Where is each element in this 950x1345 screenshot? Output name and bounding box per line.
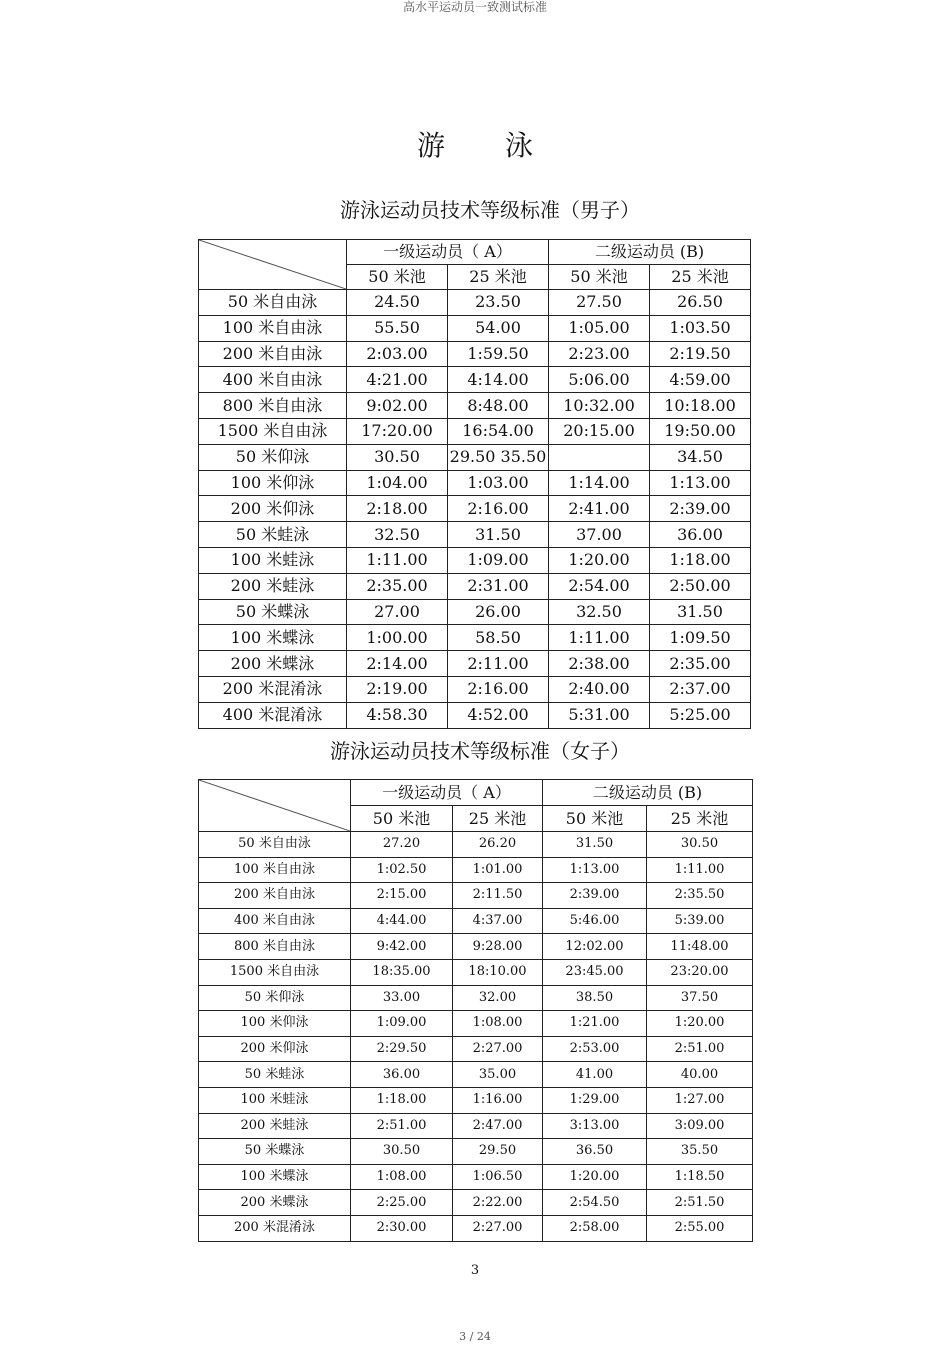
time-standard-cell: 35.00 bbox=[453, 1062, 543, 1088]
table-row bbox=[199, 418, 751, 444]
time-standard-cell: 1:08.00 bbox=[351, 1164, 453, 1190]
table-row bbox=[199, 676, 751, 702]
time-standard-cell: 37.50 bbox=[647, 985, 753, 1011]
time-standard-cell: 9:28.00 bbox=[453, 934, 543, 960]
event-name-cell: 200 米蛙泳 bbox=[199, 573, 347, 599]
time-standard-cell: 1:18.00 bbox=[351, 1087, 453, 1113]
time-standard-cell: 4:37.00 bbox=[453, 908, 543, 934]
time-standard-cell: 29.50 bbox=[453, 1139, 543, 1165]
time-standard-cell: 5:25.00 bbox=[650, 702, 751, 728]
time-standard-cell: 2:27.00 bbox=[453, 1036, 543, 1062]
table-row bbox=[199, 290, 751, 316]
men-group-b-header: 二级运动员 (B) bbox=[549, 240, 751, 265]
table-row bbox=[199, 908, 753, 934]
time-standard-cell: 1:59.50 bbox=[448, 341, 549, 367]
time-standard-cell: 31.50 bbox=[543, 832, 647, 858]
table-row bbox=[199, 1011, 753, 1037]
table-row bbox=[199, 496, 751, 522]
time-standard-cell: 1:08.00 bbox=[453, 1011, 543, 1037]
time-standard-cell: 31.50 bbox=[650, 599, 751, 625]
event-name-cell: 100 米自由泳 bbox=[199, 315, 347, 341]
table-row bbox=[199, 341, 751, 367]
table-row bbox=[199, 1062, 753, 1088]
men-col-header: 50 米池 bbox=[549, 265, 650, 290]
time-standard-cell: 2:55.00 bbox=[647, 1215, 753, 1241]
time-standard-cell: 4:21.00 bbox=[347, 367, 448, 393]
women-group-a-header: 一级运动员（ A） bbox=[351, 780, 543, 806]
time-standard-cell: 12:02.00 bbox=[543, 934, 647, 960]
event-name-cell: 200 米自由泳 bbox=[199, 341, 347, 367]
time-standard-cell: 3:13.00 bbox=[543, 1113, 647, 1139]
women-header-row-groups bbox=[199, 780, 753, 806]
time-standard-cell: 1:18.00 bbox=[650, 547, 751, 573]
event-name-cell: 200 米蝶泳 bbox=[199, 1190, 351, 1216]
time-standard-cell: 1:06.50 bbox=[453, 1164, 543, 1190]
time-standard-cell: 2:19.50 bbox=[650, 341, 751, 367]
table-row bbox=[199, 1190, 753, 1216]
time-standard-cell: 2:03.00 bbox=[347, 341, 448, 367]
time-standard-cell: 2:58.00 bbox=[543, 1215, 647, 1241]
time-standard-cell: 58.50 bbox=[448, 625, 549, 651]
event-name-cell: 50 米仰泳 bbox=[199, 444, 347, 470]
time-standard-cell: 4:59.00 bbox=[650, 367, 751, 393]
event-name-cell: 100 米蛙泳 bbox=[199, 1087, 351, 1113]
women-standards-table bbox=[198, 779, 753, 1242]
time-standard-cell: 41.00 bbox=[543, 1062, 647, 1088]
time-standard-cell: 1:14.00 bbox=[549, 470, 650, 496]
page-title-part1: 游 bbox=[416, 129, 445, 162]
event-name-cell: 100 米仰泳 bbox=[199, 1011, 351, 1037]
time-standard-cell: 1:11.00 bbox=[549, 625, 650, 651]
time-standard-cell: 2:50.00 bbox=[650, 573, 751, 599]
table-row bbox=[199, 599, 751, 625]
time-standard-cell: 36.00 bbox=[351, 1062, 453, 1088]
time-standard-cell: 1:03.50 bbox=[650, 315, 751, 341]
time-standard-cell: 2:51.00 bbox=[647, 1036, 753, 1062]
time-standard-cell: 55.50 bbox=[347, 315, 448, 341]
time-standard-cell: 17:20.00 bbox=[347, 418, 448, 444]
event-name-cell: 200 米自由泳 bbox=[199, 883, 351, 909]
time-standard-cell: 5:06.00 bbox=[549, 367, 650, 393]
time-standard-cell: 30.50 bbox=[347, 444, 448, 470]
event-name-cell: 200 米仰泳 bbox=[199, 496, 347, 522]
page-number: 3 bbox=[470, 1263, 480, 1278]
table-row bbox=[199, 1139, 753, 1165]
table-row bbox=[199, 1164, 753, 1190]
time-standard-cell: 1:13.00 bbox=[650, 470, 751, 496]
table-row bbox=[199, 1215, 753, 1241]
time-standard-cell: 8:48.00 bbox=[448, 393, 549, 419]
time-standard-cell: 2:38.00 bbox=[549, 651, 650, 677]
time-standard-cell: 32.00 bbox=[453, 985, 543, 1011]
time-standard-cell: 4:14.00 bbox=[448, 367, 549, 393]
event-name-cell: 800 米自由泳 bbox=[199, 393, 347, 419]
men-header-row-groups bbox=[199, 240, 751, 265]
time-standard-cell: 2:14.00 bbox=[347, 651, 448, 677]
table-row bbox=[199, 651, 751, 677]
time-standard-cell: 23:20.00 bbox=[647, 959, 753, 985]
time-standard-cell: 1:13.00 bbox=[543, 857, 647, 883]
women-col-header: 50 米池 bbox=[543, 806, 647, 832]
table-row bbox=[199, 934, 753, 960]
time-standard-cell: 27.20 bbox=[351, 832, 453, 858]
time-standard-cell: 5:39.00 bbox=[647, 908, 753, 934]
time-standard-cell: 1:11.00 bbox=[347, 547, 448, 573]
event-name-cell: 50 米蛙泳 bbox=[199, 1062, 351, 1088]
time-standard-cell: 2:11.00 bbox=[448, 651, 549, 677]
time-standard-cell: 1:21.00 bbox=[543, 1011, 647, 1037]
time-standard-cell: 1:09.00 bbox=[448, 547, 549, 573]
table-row bbox=[199, 444, 751, 470]
time-standard-cell: 1:01.00 bbox=[453, 857, 543, 883]
event-name-cell: 100 米蝶泳 bbox=[199, 625, 347, 651]
time-standard-cell: 2:35.00 bbox=[347, 573, 448, 599]
event-name-cell: 800 米自由泳 bbox=[199, 934, 351, 960]
time-standard-cell: 1:09.00 bbox=[351, 1011, 453, 1037]
page-title-part2: 泳 bbox=[505, 129, 534, 162]
event-name-cell: 400 米自由泳 bbox=[199, 908, 351, 934]
women-col-header: 25 米池 bbox=[453, 806, 543, 832]
time-standard-cell: 2:51.50 bbox=[647, 1190, 753, 1216]
event-name-cell: 200 米混淆泳 bbox=[199, 1215, 351, 1241]
time-standard-cell: 2:35.00 bbox=[650, 651, 751, 677]
table-row bbox=[199, 573, 751, 599]
time-standard-cell: 1:09.50 bbox=[650, 625, 751, 651]
table-row bbox=[199, 470, 751, 496]
table-row bbox=[199, 625, 751, 651]
time-standard-cell: 29.50 35.50 bbox=[448, 444, 549, 470]
time-standard-cell: 5:46.00 bbox=[543, 908, 647, 934]
time-standard-cell: 10:18.00 bbox=[650, 393, 751, 419]
time-standard-cell: 2:31.00 bbox=[448, 573, 549, 599]
event-name-cell: 50 米蝶泳 bbox=[199, 599, 347, 625]
time-standard-cell: 38.50 bbox=[543, 985, 647, 1011]
page-title bbox=[0, 124, 950, 164]
event-name-cell: 100 米自由泳 bbox=[199, 857, 351, 883]
event-name-cell: 100 米蛙泳 bbox=[199, 547, 347, 573]
time-standard-cell: 26.00 bbox=[448, 599, 549, 625]
time-standard-cell: 9:02.00 bbox=[347, 393, 448, 419]
time-standard-cell: 5:31.00 bbox=[549, 702, 650, 728]
time-standard-cell: 1:03.00 bbox=[448, 470, 549, 496]
event-name-cell: 400 米自由泳 bbox=[199, 367, 347, 393]
time-standard-cell: 2:11.50 bbox=[453, 883, 543, 909]
women-col-header: 50 米池 bbox=[351, 806, 453, 832]
time-standard-cell: 2:22.00 bbox=[453, 1190, 543, 1216]
men-col-header: 25 米池 bbox=[448, 265, 549, 290]
table-row bbox=[199, 367, 751, 393]
event-name-cell: 50 米蝶泳 bbox=[199, 1139, 351, 1165]
event-name-cell: 200 米蛙泳 bbox=[199, 1113, 351, 1139]
page-footer: 3 / 24 bbox=[459, 1330, 491, 1343]
table-row bbox=[199, 1087, 753, 1113]
time-standard-cell: 2:39.00 bbox=[650, 496, 751, 522]
time-standard-cell: 2:40.00 bbox=[549, 676, 650, 702]
time-standard-cell: 34.50 bbox=[650, 444, 751, 470]
event-name-cell: 1500 米自由泳 bbox=[199, 418, 347, 444]
event-name-cell: 50 米自由泳 bbox=[199, 832, 351, 858]
time-standard-cell: 9:42.00 bbox=[351, 934, 453, 960]
time-standard-cell: 26.50 bbox=[650, 290, 751, 316]
time-standard-cell: 30.50 bbox=[351, 1139, 453, 1165]
table-row bbox=[199, 522, 751, 548]
event-name-cell: 400 米混淆泳 bbox=[199, 702, 347, 728]
event-name-cell: 200 米混淆泳 bbox=[199, 676, 347, 702]
time-standard-cell: 4:52.00 bbox=[448, 702, 549, 728]
event-name-cell: 1500 米自由泳 bbox=[199, 959, 351, 985]
time-standard-cell: 2:18.00 bbox=[347, 496, 448, 522]
women-col-header: 25 米池 bbox=[647, 806, 753, 832]
time-standard-cell: 1:11.00 bbox=[647, 857, 753, 883]
time-standard-cell: 2:51.00 bbox=[351, 1113, 453, 1139]
time-standard-cell: 2:29.50 bbox=[351, 1036, 453, 1062]
time-standard-cell: 2:30.00 bbox=[351, 1215, 453, 1241]
time-standard-cell: 1:02.50 bbox=[351, 857, 453, 883]
table-row bbox=[199, 1113, 753, 1139]
time-standard-cell bbox=[549, 444, 650, 470]
time-standard-cell: 19:50.00 bbox=[650, 418, 751, 444]
time-standard-cell: 18:35.00 bbox=[351, 959, 453, 985]
event-name-cell: 50 米自由泳 bbox=[199, 290, 347, 316]
men-group-a-header: 一级运动员（ A） bbox=[347, 240, 549, 265]
time-standard-cell: 2:16.00 bbox=[448, 496, 549, 522]
diagonal-line-icon bbox=[199, 240, 346, 289]
table-row bbox=[199, 547, 751, 573]
event-name-cell: 50 米仰泳 bbox=[199, 985, 351, 1011]
event-name-cell: 100 米仰泳 bbox=[199, 470, 347, 496]
time-standard-cell: 2:53.00 bbox=[543, 1036, 647, 1062]
time-standard-cell: 1:18.50 bbox=[647, 1164, 753, 1190]
time-standard-cell: 37.00 bbox=[549, 522, 650, 548]
time-standard-cell: 23.50 bbox=[448, 290, 549, 316]
time-standard-cell: 27.50 bbox=[549, 290, 650, 316]
event-name-cell: 50 米蛙泳 bbox=[199, 522, 347, 548]
time-standard-cell: 24.50 bbox=[347, 290, 448, 316]
time-standard-cell: 33.00 bbox=[351, 985, 453, 1011]
men-col-header: 25 米池 bbox=[650, 265, 751, 290]
time-standard-cell: 36.00 bbox=[650, 522, 751, 548]
time-standard-cell: 1:16.00 bbox=[453, 1087, 543, 1113]
time-standard-cell: 1:20.00 bbox=[549, 547, 650, 573]
time-standard-cell: 2:23.00 bbox=[549, 341, 650, 367]
table-row bbox=[199, 702, 751, 728]
time-standard-cell: 2:19.00 bbox=[347, 676, 448, 702]
diagonal-line-icon bbox=[199, 780, 350, 831]
table-row bbox=[199, 857, 753, 883]
time-standard-cell: 23:45.00 bbox=[543, 959, 647, 985]
event-name-cell: 200 米蝶泳 bbox=[199, 651, 347, 677]
table-row bbox=[199, 393, 751, 419]
time-standard-cell: 2:25.00 bbox=[351, 1190, 453, 1216]
men-col-header: 50 米池 bbox=[347, 265, 448, 290]
men-table-caption: 游泳运动员技术等级标准（男子） bbox=[340, 198, 640, 222]
time-standard-cell: 4:58.30 bbox=[347, 702, 448, 728]
table-row bbox=[199, 883, 753, 909]
event-name-cell: 100 米蝶泳 bbox=[199, 1164, 351, 1190]
women-diagonal-corner-cell bbox=[199, 780, 351, 832]
time-standard-cell: 2:37.00 bbox=[650, 676, 751, 702]
table-row bbox=[199, 1036, 753, 1062]
time-standard-cell: 1:05.00 bbox=[549, 315, 650, 341]
time-standard-cell: 2:16.00 bbox=[448, 676, 549, 702]
time-standard-cell: 1:04.00 bbox=[347, 470, 448, 496]
time-standard-cell: 2:41.00 bbox=[549, 496, 650, 522]
time-standard-cell: 1:27.00 bbox=[647, 1087, 753, 1113]
men-standards-table bbox=[198, 239, 751, 729]
men-diagonal-corner-cell bbox=[199, 240, 347, 290]
time-standard-cell: 36.50 bbox=[543, 1139, 647, 1165]
time-standard-cell: 54.00 bbox=[448, 315, 549, 341]
time-standard-cell: 20:15.00 bbox=[549, 418, 650, 444]
time-standard-cell: 40.00 bbox=[647, 1062, 753, 1088]
table-row bbox=[199, 315, 751, 341]
time-standard-cell: 18:10.00 bbox=[453, 959, 543, 985]
time-standard-cell: 1:20.00 bbox=[647, 1011, 753, 1037]
women-group-b-header: 二级运动员 (B) bbox=[543, 780, 753, 806]
time-standard-cell: 2:27.00 bbox=[453, 1215, 543, 1241]
time-standard-cell: 2:39.00 bbox=[543, 883, 647, 909]
time-standard-cell: 32.50 bbox=[549, 599, 650, 625]
time-standard-cell: 10:32.00 bbox=[549, 393, 650, 419]
time-standard-cell: 2:47.00 bbox=[453, 1113, 543, 1139]
time-standard-cell: 11:48.00 bbox=[647, 934, 753, 960]
time-standard-cell: 35.50 bbox=[647, 1139, 753, 1165]
time-standard-cell: 31.50 bbox=[448, 522, 549, 548]
time-standard-cell: 27.00 bbox=[347, 599, 448, 625]
time-standard-cell: 4:44.00 bbox=[351, 908, 453, 934]
time-standard-cell: 32.50 bbox=[347, 522, 448, 548]
time-standard-cell: 16:54.00 bbox=[448, 418, 549, 444]
time-standard-cell: 30.50 bbox=[647, 832, 753, 858]
table-row bbox=[199, 959, 753, 985]
time-standard-cell: 1:29.00 bbox=[543, 1087, 647, 1113]
event-name-cell: 200 米仰泳 bbox=[199, 1036, 351, 1062]
time-standard-cell: 2:54.00 bbox=[549, 573, 650, 599]
time-standard-cell: 1:20.00 bbox=[543, 1164, 647, 1190]
time-standard-cell: 2:54.50 bbox=[543, 1190, 647, 1216]
time-standard-cell: 26.20 bbox=[453, 832, 543, 858]
time-standard-cell: 2:15.00 bbox=[351, 883, 453, 909]
time-standard-cell: 3:09.00 bbox=[647, 1113, 753, 1139]
time-standard-cell: 1:00.00 bbox=[347, 625, 448, 651]
table-row bbox=[199, 832, 753, 858]
time-standard-cell: 2:35.50 bbox=[647, 883, 753, 909]
women-table-caption: 游泳运动员技术等级标准（女子） bbox=[330, 739, 630, 763]
running-header: 高水平运动员一致测试标准 bbox=[402, 0, 547, 14]
table-row bbox=[199, 985, 753, 1011]
